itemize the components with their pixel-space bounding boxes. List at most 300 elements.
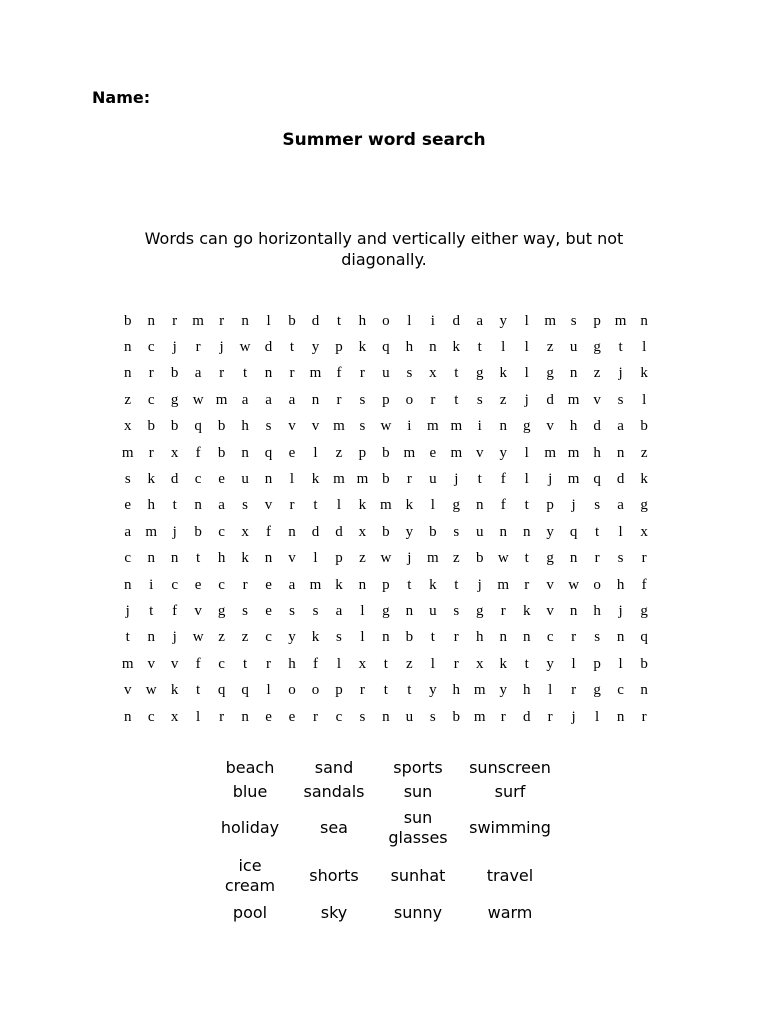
grid-letter: t <box>477 339 482 356</box>
grid-letter: k <box>499 365 507 382</box>
grid-letter: g <box>593 682 601 699</box>
grid-letter: m <box>121 444 134 461</box>
grid-letter: x <box>476 655 484 672</box>
grid-letter: s <box>429 708 436 725</box>
grid-letter: n <box>382 629 390 646</box>
grid-letter: m <box>145 523 158 540</box>
name-label: Name: <box>92 88 151 107</box>
grid-letter: m <box>544 444 556 461</box>
grid-letter: v <box>147 655 155 672</box>
grid-letter: r <box>571 682 577 699</box>
word-list-item: ice cream <box>224 856 276 895</box>
grid-letter: c <box>335 708 343 725</box>
grid-letter: w <box>380 418 392 435</box>
grid-letter: l <box>313 444 318 461</box>
grid-letter: l <box>548 682 553 699</box>
word-list-item: pool <box>232 903 268 922</box>
grid-letter: p <box>382 576 390 593</box>
grid-letter: n <box>499 629 507 646</box>
grid-letter: z <box>499 391 507 408</box>
grid-letter: n <box>147 550 155 567</box>
word-list-item: sunny <box>393 903 443 922</box>
grid-letter: a <box>124 523 132 540</box>
word-list-item: sports <box>393 758 443 777</box>
grid-letter: r <box>547 708 553 725</box>
grid-letter: b <box>217 444 226 461</box>
grid-letter: b <box>429 523 437 540</box>
grid-letter: d <box>335 523 343 540</box>
grid-letter: c <box>546 629 554 646</box>
word-list-item: surf <box>494 782 526 801</box>
word-list-item: warm <box>487 903 533 922</box>
grid-letter: n <box>241 444 249 461</box>
grid-letter: v <box>194 602 202 619</box>
grid-letter: l <box>430 497 435 514</box>
grid-letter: s <box>406 365 413 382</box>
grid-letter: n <box>170 550 179 567</box>
grid-letter: q <box>569 523 578 540</box>
grid-letter: k <box>170 682 179 699</box>
grid-letter: e <box>194 576 202 593</box>
grid-letter: b <box>170 418 179 435</box>
grid-letter: a <box>265 391 272 408</box>
grid-letter: g <box>476 365 484 382</box>
grid-letter: b <box>476 550 484 567</box>
grid-letter: b <box>288 312 296 329</box>
grid-letter: u <box>429 602 437 619</box>
grid-letter: l <box>336 497 342 514</box>
grid-letter: q <box>382 339 390 356</box>
grid-row <box>116 493 656 519</box>
grid-letter: n <box>616 629 625 646</box>
grid-letter: k <box>499 655 507 672</box>
grid-letter: m <box>614 312 627 329</box>
grid-letter: v <box>288 550 296 567</box>
grid-letter: s <box>359 391 366 408</box>
grid-letter: j <box>548 471 553 488</box>
grid-row <box>116 387 656 413</box>
page-title: Summer word search <box>282 130 486 150</box>
grid-letter: h <box>358 312 367 329</box>
grid-letter: m <box>309 576 322 593</box>
grid-letter: n <box>476 497 484 514</box>
grid-letter: s <box>359 708 366 725</box>
grid-letter: j <box>524 391 529 408</box>
grid-letter: c <box>265 629 272 646</box>
grid-letter: s <box>453 602 460 619</box>
grid-letter: y <box>288 629 296 646</box>
grid-letter: m <box>356 471 369 488</box>
grid-letter: l <box>618 655 623 672</box>
grid-letter: h <box>569 418 578 435</box>
grid-letter: v <box>546 418 554 435</box>
grid-letter: a <box>335 602 343 619</box>
grid-letter: r <box>453 655 459 672</box>
grid-letter: x <box>358 523 367 540</box>
grid-letter: y <box>546 523 554 540</box>
grid-letter: j <box>219 339 224 356</box>
grid-letter: m <box>567 471 580 488</box>
grid-letter: n <box>358 576 367 593</box>
grid-letter: s <box>594 497 601 514</box>
grid-letter: i <box>149 576 154 593</box>
grid-letter: t <box>407 576 412 593</box>
grid-letter: h <box>241 418 249 435</box>
grid-letter: n <box>522 523 531 540</box>
grid-letter: j <box>172 523 177 540</box>
grid-letter: g <box>593 339 601 356</box>
grid-letter: x <box>170 444 179 461</box>
grid-letter: n <box>405 602 414 619</box>
grid-letter: r <box>359 682 365 699</box>
grid-letter: n <box>288 523 296 540</box>
grid-letter: h <box>522 682 531 699</box>
grid-letter: g <box>170 391 179 408</box>
grid-letter: e <box>429 444 437 461</box>
grid-letter: o <box>311 682 320 699</box>
grid-letter: r <box>453 629 459 646</box>
grid-row <box>116 440 656 466</box>
word-list-item: sea <box>320 818 348 837</box>
grid-letter: t <box>454 365 459 382</box>
grid-letter: m <box>426 418 439 435</box>
grid-letter: a <box>194 365 202 382</box>
grid-letter: q <box>217 682 226 699</box>
grid-letter: s <box>312 602 319 619</box>
grid-letter: m <box>450 444 463 461</box>
grid-letter: x <box>429 365 437 382</box>
grid-letter: g <box>640 497 648 514</box>
grid-letter: m <box>497 576 510 593</box>
grid-letter: h <box>217 550 226 567</box>
grid-letter: b <box>217 418 226 435</box>
grid-letter: u <box>241 471 249 488</box>
grid-letter: n <box>264 365 273 382</box>
grid-letter: k <box>640 471 648 488</box>
grid-letter: i <box>407 418 412 435</box>
grid-letter: p <box>335 682 343 699</box>
grid-letter: g <box>546 365 554 382</box>
grid-letter: t <box>430 629 435 646</box>
grid-letter: z <box>546 339 554 356</box>
grid-letter: k <box>358 497 367 514</box>
grid-letter: j <box>172 629 177 646</box>
grid-letter: j <box>571 708 576 725</box>
grid-letter: u <box>382 365 390 382</box>
grid-letter: z <box>241 629 249 646</box>
grid-letter: e <box>265 708 272 725</box>
grid-letter: h <box>405 339 414 356</box>
grid-letter: s <box>617 550 624 567</box>
grid-letter: p <box>546 497 554 514</box>
grid-letter: v <box>170 655 179 672</box>
grid-row <box>116 361 656 387</box>
grid-letter: c <box>147 708 155 725</box>
grid-letter: r <box>571 629 577 646</box>
grid-letter: r <box>641 550 647 567</box>
grid-letter: k <box>311 471 320 488</box>
grid-letter: j <box>454 471 459 488</box>
grid-letter: r <box>172 312 178 329</box>
grid-letter: h <box>452 682 461 699</box>
grid-letter: r <box>359 365 365 382</box>
grid-letter: m <box>450 418 463 435</box>
grid-letter: h <box>147 497 155 514</box>
grid-letter: o <box>382 312 390 329</box>
grid-letter: y <box>499 444 507 461</box>
grid-letter: s <box>359 418 366 435</box>
grid-letter: b <box>452 708 461 725</box>
word-list-row <box>208 900 560 926</box>
grid-letter: l <box>595 708 600 725</box>
grid-letter: j <box>407 550 412 567</box>
grid-letter: b <box>123 312 132 329</box>
grid-letter: m <box>567 444 580 461</box>
instructions: Words can go horizontally and vertically either way, but not diagonally. <box>144 229 624 269</box>
grid-letter: r <box>500 708 506 725</box>
grid-letter: x <box>358 655 367 672</box>
grid-letter: f <box>641 576 647 593</box>
grid-letter: c <box>617 682 624 699</box>
grid-letter: n <box>616 444 625 461</box>
grid-letter: t <box>336 312 342 329</box>
grid-letter: w <box>380 550 392 567</box>
grid-letter: l <box>642 391 647 408</box>
grid-letter: b <box>382 444 390 461</box>
grid-letter: n <box>123 365 132 382</box>
grid-letter: l <box>313 550 318 567</box>
word-list-row <box>208 756 560 780</box>
grid-letter: g <box>476 602 484 619</box>
grid-letter: c <box>218 655 225 672</box>
grid-row <box>116 519 656 545</box>
grid-letter: h <box>616 576 625 593</box>
grid-letter: q <box>264 444 273 461</box>
grid-letter: t <box>289 339 295 356</box>
grid-letter: n <box>147 312 155 329</box>
grid-letter: t <box>242 365 248 382</box>
grid-letter: t <box>477 471 482 488</box>
grid-letter: e <box>124 497 132 514</box>
grid-letter: w <box>192 629 204 646</box>
grid-letter: s <box>570 312 577 329</box>
grid-letter: m <box>403 444 416 461</box>
grid-letter: x <box>170 708 179 725</box>
grid-letter: e <box>265 602 272 619</box>
grid-letter: m <box>544 312 556 329</box>
grid-letter: b <box>147 418 155 435</box>
grid-row <box>116 334 656 360</box>
grid-letter: f <box>312 655 318 672</box>
grid-letter: n <box>569 365 578 382</box>
grid-letter: n <box>241 708 249 725</box>
grid-letter: b <box>640 418 648 435</box>
grid-letter: l <box>642 339 647 356</box>
grid-letter: r <box>336 391 342 408</box>
grid-letter: u <box>429 471 437 488</box>
grid-letter: n <box>123 576 132 593</box>
word-list-item: blue <box>232 782 268 801</box>
grid-letter: r <box>430 391 436 408</box>
grid-letter: p <box>593 655 601 672</box>
grid-letter: n <box>123 339 132 356</box>
grid-letter: t <box>524 655 529 672</box>
grid-letter: s <box>242 497 248 514</box>
grid-letter: m <box>192 312 204 329</box>
grid-letter: d <box>311 312 320 329</box>
grid-letter: t <box>407 682 412 699</box>
grid-row <box>116 704 656 730</box>
grid-letter: e <box>265 576 272 593</box>
grid-letter: n <box>640 312 648 329</box>
grid-letter: s <box>453 523 460 540</box>
grid-letter: g <box>217 602 226 619</box>
grid-letter: d <box>311 523 320 540</box>
word-list-item: sand <box>314 758 354 777</box>
grid-letter: p <box>335 550 343 567</box>
grid-letter: q <box>593 471 601 488</box>
grid-letter: t <box>524 550 529 567</box>
grid-letter: s <box>124 471 131 488</box>
grid-letter: n <box>429 339 437 356</box>
grid-letter: n <box>123 708 132 725</box>
grid-letter: r <box>641 708 647 725</box>
grid-letter: y <box>311 339 320 356</box>
grid-letter: o <box>405 391 414 408</box>
grid-letter: t <box>313 497 318 514</box>
grid-letter: r <box>195 339 201 356</box>
grid-row <box>116 308 656 334</box>
grid-letter: v <box>476 444 484 461</box>
grid-letter: n <box>499 523 507 540</box>
grid-letter: m <box>121 655 134 672</box>
grid-letter: n <box>264 471 273 488</box>
grid-letter: d <box>616 471 625 488</box>
grid-letter: k <box>452 339 461 356</box>
grid-letter: g <box>640 602 648 619</box>
grid-letter: f <box>195 444 201 461</box>
grid-letter: c <box>171 576 178 593</box>
grid-letter: f <box>172 602 178 619</box>
grid-letter: m <box>426 550 439 567</box>
grid-letter: z <box>640 444 648 461</box>
grid-letter: d <box>546 391 554 408</box>
grid-letter: a <box>241 391 249 408</box>
grid-letter: m <box>333 471 345 488</box>
grid-letter: d <box>264 339 273 356</box>
grid-letter: c <box>147 339 155 356</box>
grid-letter: l <box>524 312 529 329</box>
grid-letter: q <box>640 629 648 646</box>
grid-letter: c <box>194 471 202 488</box>
grid-letter: s <box>476 391 483 408</box>
grid-letter: y <box>499 682 507 699</box>
grid-letter: l <box>524 471 529 488</box>
grid-letter: r <box>594 550 600 567</box>
grid-letter: t <box>524 497 529 514</box>
grid-letter: s <box>265 418 272 435</box>
grid-letter: f <box>500 471 506 488</box>
word-list-item: swimming <box>469 818 551 837</box>
grid-letter: r <box>312 708 318 725</box>
grid-letter: z <box>593 365 601 382</box>
grid-letter: s <box>617 391 624 408</box>
grid-letter: l <box>501 339 506 356</box>
grid-letter: q <box>194 418 202 435</box>
grid-letter: l <box>524 365 529 382</box>
grid-letter: s <box>594 629 601 646</box>
grid-letter: t <box>618 339 623 356</box>
grid-letter: t <box>454 391 459 408</box>
grid-letter: u <box>476 523 484 540</box>
grid-row <box>116 414 656 440</box>
grid-letter: f <box>336 365 342 382</box>
grid-letter: g <box>382 602 390 619</box>
grid-letter: k <box>429 576 437 593</box>
grid-letter: k <box>405 497 414 514</box>
grid-letter: l <box>266 682 271 699</box>
word-list-item: sky <box>320 903 348 922</box>
grid-letter: s <box>242 602 248 619</box>
grid-letter: x <box>640 523 648 540</box>
grid-letter: f <box>266 523 272 540</box>
grid-letter: b <box>382 471 390 488</box>
grid-letter: v <box>288 418 296 435</box>
grid-letter: b <box>640 655 648 672</box>
grid-letter: k <box>358 339 367 356</box>
grid-letter: y <box>499 312 507 329</box>
grid-letter: u <box>405 708 414 725</box>
grid-letter: n <box>382 708 390 725</box>
word-list-item: beach <box>225 758 275 777</box>
grid-letter: p <box>382 391 390 408</box>
grid-letter: a <box>476 312 484 329</box>
grid-letter: g <box>452 497 461 514</box>
grid-row <box>116 677 656 703</box>
grid-letter: y <box>546 655 554 672</box>
grid-letter: l <box>360 629 365 646</box>
grid-letter: t <box>383 682 388 699</box>
grid-letter: v <box>546 576 554 593</box>
grid-row <box>116 572 656 598</box>
grid-letter: m <box>380 497 392 514</box>
grid-letter: m <box>473 708 486 725</box>
grid-letter: p <box>335 339 343 356</box>
grid-letter: z <box>359 550 366 567</box>
grid-letter: m <box>309 365 322 382</box>
grid-row <box>116 625 656 651</box>
grid-row <box>116 546 656 572</box>
grid-letter: o <box>593 576 601 593</box>
grid-letter: l <box>524 339 529 356</box>
word-list-item: sun glasses <box>388 808 448 847</box>
grid-letter: b <box>405 629 414 646</box>
grid-letter: d <box>522 708 531 725</box>
grid-letter: a <box>288 576 296 593</box>
grid-letter: w <box>568 576 580 593</box>
grid-letter: r <box>289 365 295 382</box>
grid-row <box>116 651 656 677</box>
word-list-row <box>208 852 560 900</box>
grid-letter: u <box>569 339 578 356</box>
grid-letter: k <box>241 550 249 567</box>
grid-letter: r <box>219 365 225 382</box>
grid-letter: k <box>522 602 531 619</box>
grid-letter: e <box>288 444 296 461</box>
grid-letter: n <box>311 391 320 408</box>
grid-letter: t <box>383 655 388 672</box>
grid-letter: y <box>429 682 437 699</box>
